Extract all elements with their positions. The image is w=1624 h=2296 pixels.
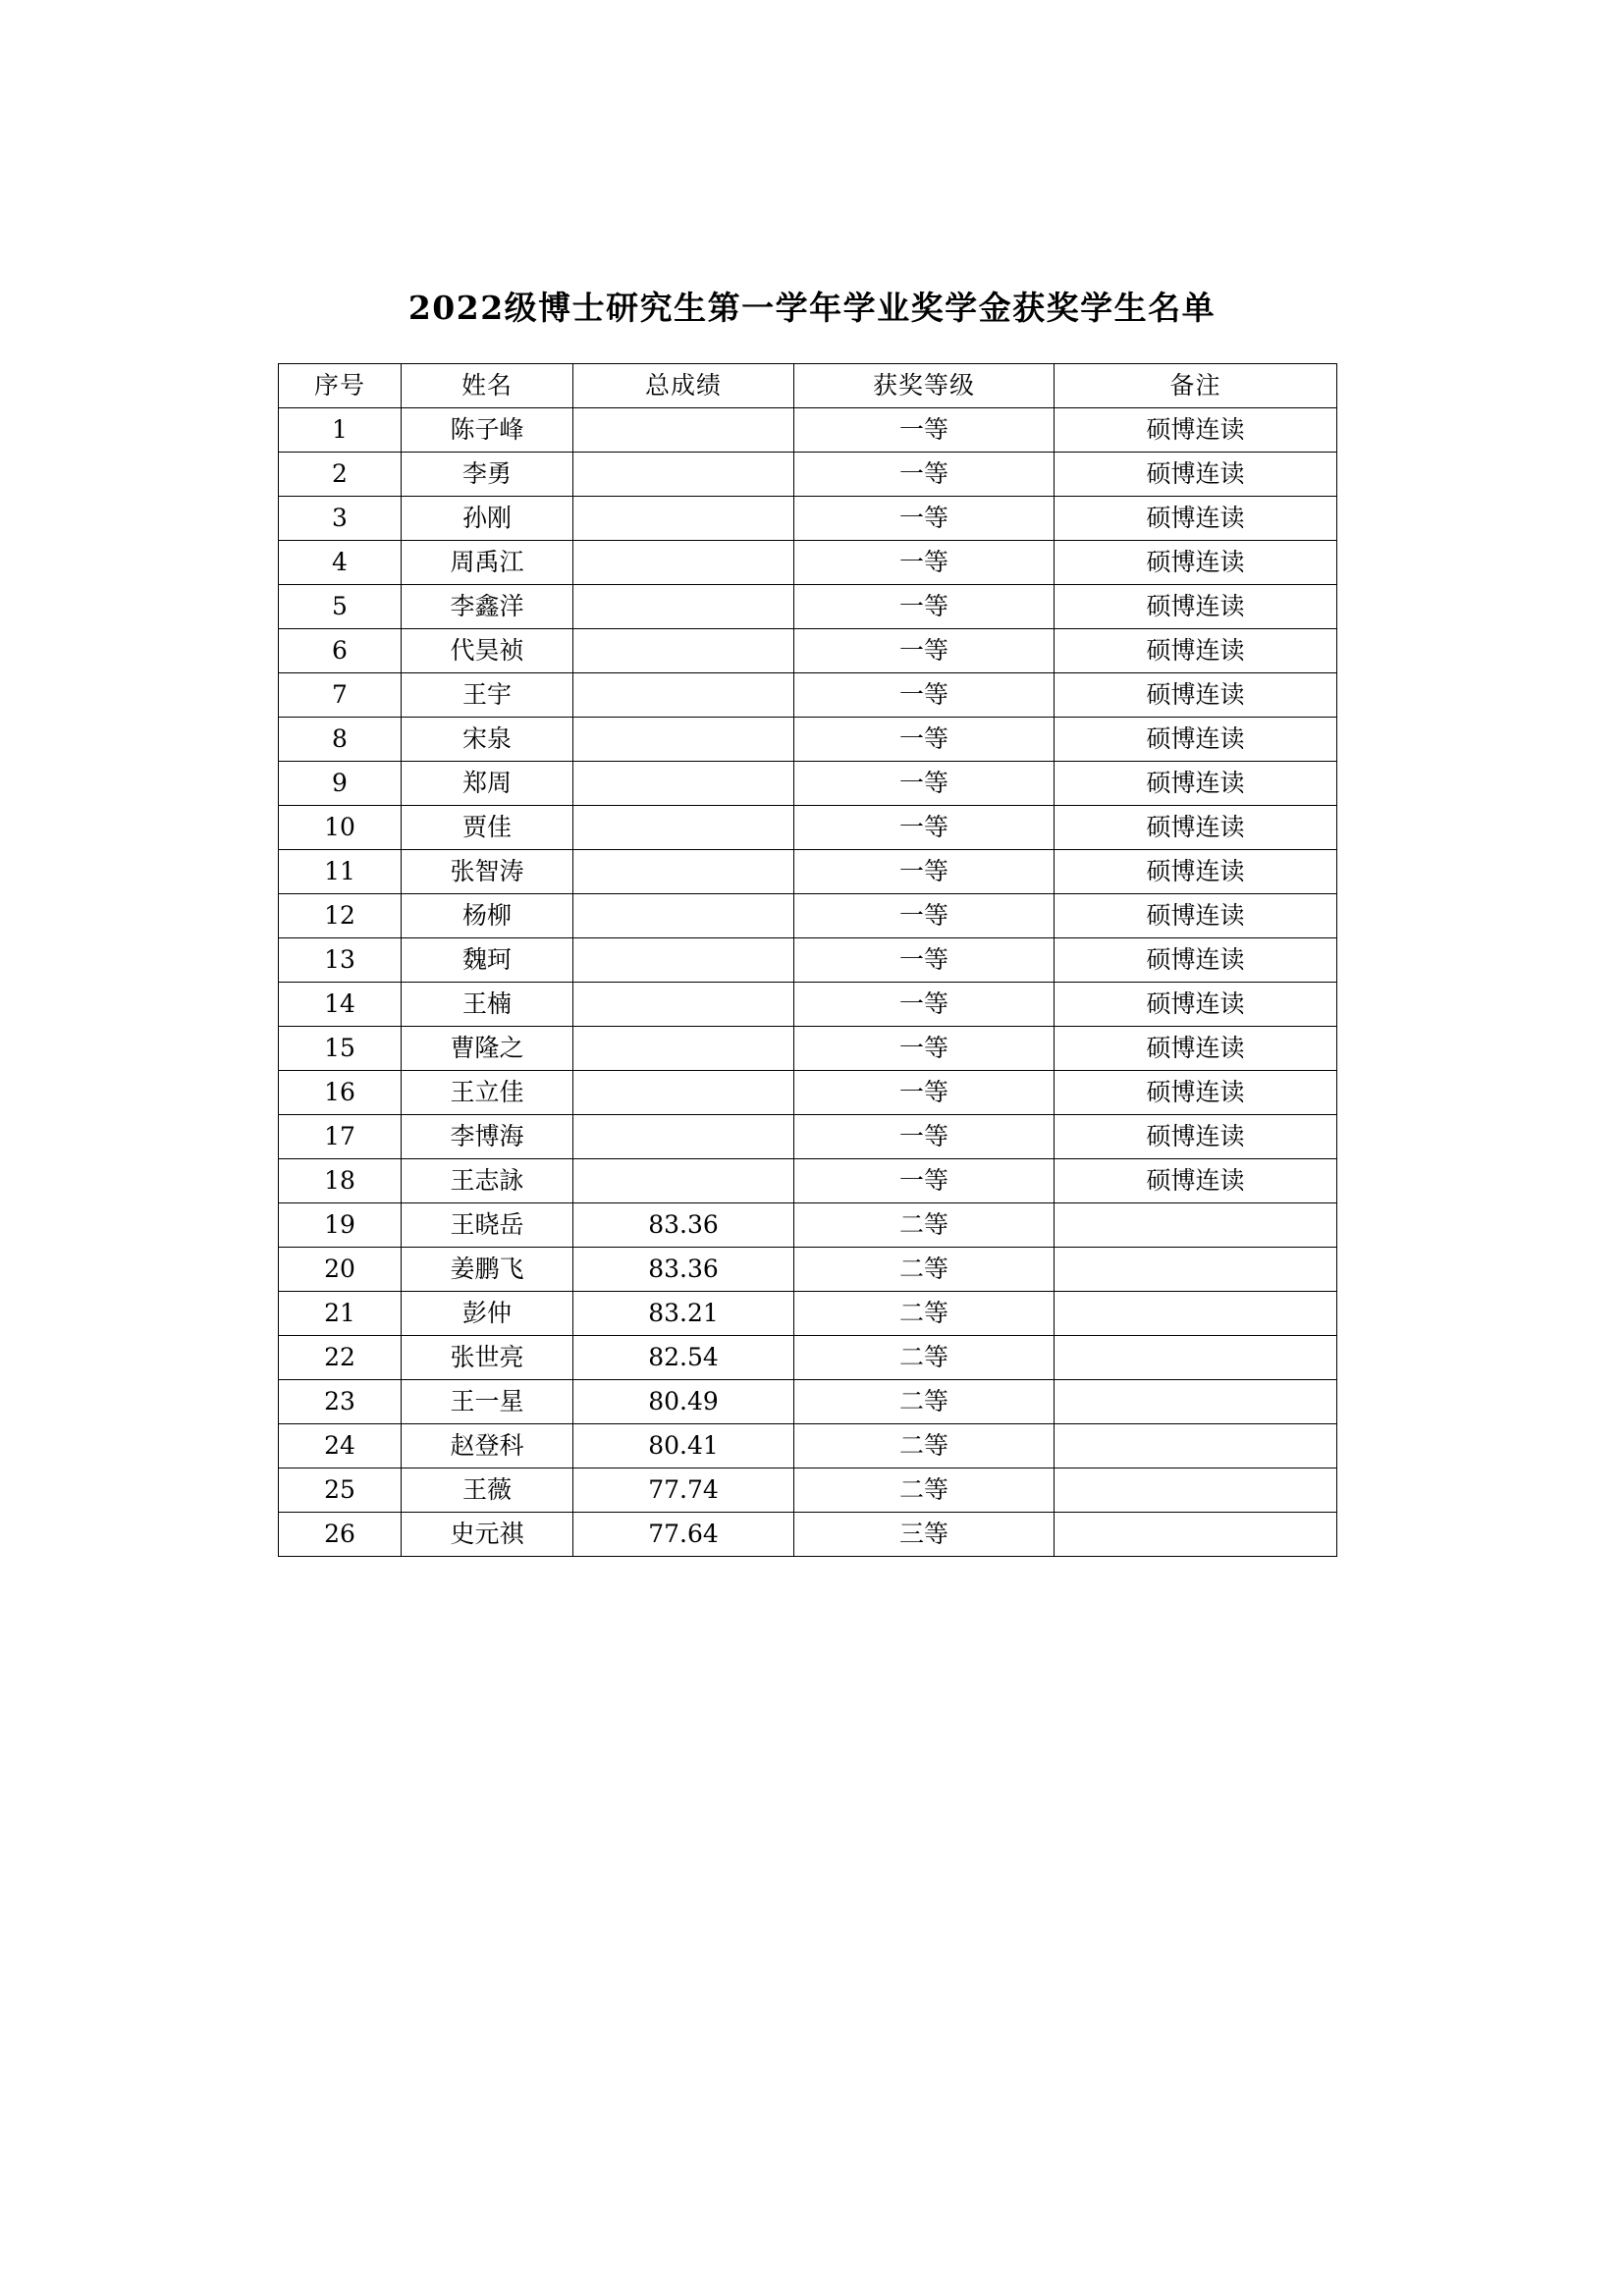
cell-name: 王楠	[402, 983, 573, 1027]
cell-note: 硕博连读	[1055, 1027, 1337, 1071]
cell-name: 姜鹏飞	[402, 1248, 573, 1292]
cell-score	[573, 850, 794, 894]
cell-score	[573, 806, 794, 850]
cell-level: 一等	[794, 453, 1055, 497]
cell-score	[573, 497, 794, 541]
table-row	[279, 453, 1337, 497]
cell-name: 周禹江	[402, 541, 573, 585]
table-row	[279, 1248, 1337, 1292]
table-row	[279, 585, 1337, 629]
cell-index: 24	[279, 1424, 402, 1468]
cell-index: 26	[279, 1513, 402, 1557]
cell-name: 赵登科	[402, 1424, 573, 1468]
cell-level: 一等	[794, 497, 1055, 541]
cell-level: 一等	[794, 408, 1055, 453]
cell-score	[573, 1115, 794, 1159]
cell-name: 王志詠	[402, 1159, 573, 1203]
cell-name: 史元祺	[402, 1513, 573, 1557]
cell-name: 杨柳	[402, 894, 573, 938]
cell-index: 4	[279, 541, 402, 585]
cell-note: 硕博连读	[1055, 983, 1337, 1027]
cell-index: 9	[279, 762, 402, 806]
cell-note: 硕博连读	[1055, 453, 1337, 497]
cell-score: 83.36	[573, 1203, 794, 1248]
cell-name: 王晓岳	[402, 1203, 573, 1248]
cell-note: 硕博连读	[1055, 541, 1337, 585]
cell-score	[573, 983, 794, 1027]
cell-note: 硕博连读	[1055, 850, 1337, 894]
cell-note	[1055, 1468, 1337, 1513]
cell-name: 王宇	[402, 673, 573, 718]
cell-level: 一等	[794, 1071, 1055, 1115]
cell-index: 1	[279, 408, 402, 453]
cell-level: 二等	[794, 1203, 1055, 1248]
column-header-score: 总成绩	[573, 364, 794, 408]
cell-name: 王一星	[402, 1380, 573, 1424]
award-table-container	[278, 363, 1336, 1557]
column-header-name: 姓名	[402, 364, 573, 408]
cell-score	[573, 894, 794, 938]
cell-note: 硕博连读	[1055, 806, 1337, 850]
table-row	[279, 1336, 1337, 1380]
cell-note: 硕博连读	[1055, 718, 1337, 762]
cell-level: 二等	[794, 1248, 1055, 1292]
cell-name: 宋泉	[402, 718, 573, 762]
cell-score: 80.41	[573, 1424, 794, 1468]
cell-score	[573, 408, 794, 453]
cell-index: 18	[279, 1159, 402, 1203]
cell-level: 一等	[794, 894, 1055, 938]
cell-note: 硕博连读	[1055, 894, 1337, 938]
cell-index: 6	[279, 629, 402, 673]
table-row	[279, 1071, 1337, 1115]
cell-name: 彭仲	[402, 1292, 573, 1336]
cell-score: 80.49	[573, 1380, 794, 1424]
cell-note	[1055, 1424, 1337, 1468]
cell-note	[1055, 1203, 1337, 1248]
cell-level: 一等	[794, 806, 1055, 850]
cell-index: 8	[279, 718, 402, 762]
table-row	[279, 850, 1337, 894]
cell-name: 王立佳	[402, 1071, 573, 1115]
cell-index: 17	[279, 1115, 402, 1159]
cell-score: 83.21	[573, 1292, 794, 1336]
cell-level: 二等	[794, 1468, 1055, 1513]
table-row	[279, 1115, 1337, 1159]
cell-level: 一等	[794, 629, 1055, 673]
table-body	[279, 408, 1337, 1557]
cell-level: 三等	[794, 1513, 1055, 1557]
cell-index: 10	[279, 806, 402, 850]
column-header-level: 获奖等级	[794, 364, 1055, 408]
cell-name: 孙刚	[402, 497, 573, 541]
cell-score	[573, 629, 794, 673]
cell-index: 11	[279, 850, 402, 894]
table-row	[279, 408, 1337, 453]
cell-index: 13	[279, 938, 402, 983]
cell-score	[573, 762, 794, 806]
cell-note	[1055, 1380, 1337, 1424]
cell-name: 贾佳	[402, 806, 573, 850]
cell-note	[1055, 1292, 1337, 1336]
cell-name: 王薇	[402, 1468, 573, 1513]
page-title: 2022级博士研究生第一学年学业奖学金获奖学生名单	[407, 289, 1217, 327]
cell-note	[1055, 1513, 1337, 1557]
cell-name: 郑周	[402, 762, 573, 806]
cell-name: 李勇	[402, 453, 573, 497]
cell-name: 陈子峰	[402, 408, 573, 453]
cell-level: 二等	[794, 1424, 1055, 1468]
cell-note: 硕博连读	[1055, 1115, 1337, 1159]
cell-score	[573, 585, 794, 629]
cell-index: 19	[279, 1203, 402, 1248]
cell-level: 一等	[794, 1027, 1055, 1071]
table-row	[279, 1380, 1337, 1424]
cell-index: 20	[279, 1248, 402, 1292]
cell-name: 李博海	[402, 1115, 573, 1159]
table-row	[279, 1468, 1337, 1513]
cell-name: 代昊祯	[402, 629, 573, 673]
cell-index: 12	[279, 894, 402, 938]
cell-note	[1055, 1336, 1337, 1380]
cell-note: 硕博连读	[1055, 585, 1337, 629]
table-row	[279, 497, 1337, 541]
table-row	[279, 1159, 1337, 1203]
cell-index: 25	[279, 1468, 402, 1513]
cell-index: 3	[279, 497, 402, 541]
table-row	[279, 718, 1337, 762]
table-row	[279, 938, 1337, 983]
table-header-row	[279, 364, 1337, 408]
cell-level: 一等	[794, 1159, 1055, 1203]
table-header	[279, 364, 1337, 408]
cell-score: 77.74	[573, 1468, 794, 1513]
table-row	[279, 1027, 1337, 1071]
award-table	[278, 363, 1337, 1557]
cell-score	[573, 1071, 794, 1115]
cell-name: 张世亮	[402, 1336, 573, 1380]
table-row	[279, 629, 1337, 673]
cell-note: 硕博连读	[1055, 1159, 1337, 1203]
cell-index: 14	[279, 983, 402, 1027]
cell-level: 二等	[794, 1380, 1055, 1424]
cell-note: 硕博连读	[1055, 408, 1337, 453]
cell-index: 23	[279, 1380, 402, 1424]
cell-level: 一等	[794, 762, 1055, 806]
cell-score: 82.54	[573, 1336, 794, 1380]
cell-name: 李鑫洋	[402, 585, 573, 629]
cell-name: 曹隆之	[402, 1027, 573, 1071]
cell-score	[573, 718, 794, 762]
cell-level: 一等	[794, 673, 1055, 718]
cell-note	[1055, 1248, 1337, 1292]
table-row	[279, 1203, 1337, 1248]
cell-note: 硕博连读	[1055, 762, 1337, 806]
cell-index: 7	[279, 673, 402, 718]
cell-level: 一等	[794, 850, 1055, 894]
cell-level: 一等	[794, 585, 1055, 629]
table-row	[279, 806, 1337, 850]
cell-score	[573, 938, 794, 983]
cell-index: 21	[279, 1292, 402, 1336]
cell-level: 一等	[794, 983, 1055, 1027]
cell-index: 15	[279, 1027, 402, 1071]
table-row	[279, 1513, 1337, 1557]
cell-name: 魏珂	[402, 938, 573, 983]
table-row	[279, 1292, 1337, 1336]
table-row	[279, 1424, 1337, 1468]
cell-level: 一等	[794, 718, 1055, 762]
cell-level: 二等	[794, 1336, 1055, 1380]
cell-index: 2	[279, 453, 402, 497]
cell-note: 硕博连读	[1055, 497, 1337, 541]
cell-score	[573, 453, 794, 497]
cell-level: 一等	[794, 541, 1055, 585]
cell-score	[573, 1159, 794, 1203]
cell-note: 硕博连读	[1055, 629, 1337, 673]
cell-note: 硕博连读	[1055, 673, 1337, 718]
table-row	[279, 762, 1337, 806]
cell-level: 二等	[794, 1292, 1055, 1336]
cell-level: 一等	[794, 938, 1055, 983]
cell-score	[573, 673, 794, 718]
table-row	[279, 894, 1337, 938]
cell-note: 硕博连读	[1055, 1071, 1337, 1115]
cell-index: 16	[279, 1071, 402, 1115]
cell-score: 83.36	[573, 1248, 794, 1292]
cell-name: 张智涛	[402, 850, 573, 894]
cell-score: 77.64	[573, 1513, 794, 1557]
column-header-note: 备注	[1055, 364, 1337, 408]
cell-index: 5	[279, 585, 402, 629]
column-header-index: 序号	[279, 364, 402, 408]
table-row	[279, 673, 1337, 718]
table-row	[279, 983, 1337, 1027]
cell-level: 一等	[794, 1115, 1055, 1159]
cell-score	[573, 541, 794, 585]
cell-note: 硕博连读	[1055, 938, 1337, 983]
cell-score	[573, 1027, 794, 1071]
cell-index: 22	[279, 1336, 402, 1380]
table-row	[279, 541, 1337, 585]
